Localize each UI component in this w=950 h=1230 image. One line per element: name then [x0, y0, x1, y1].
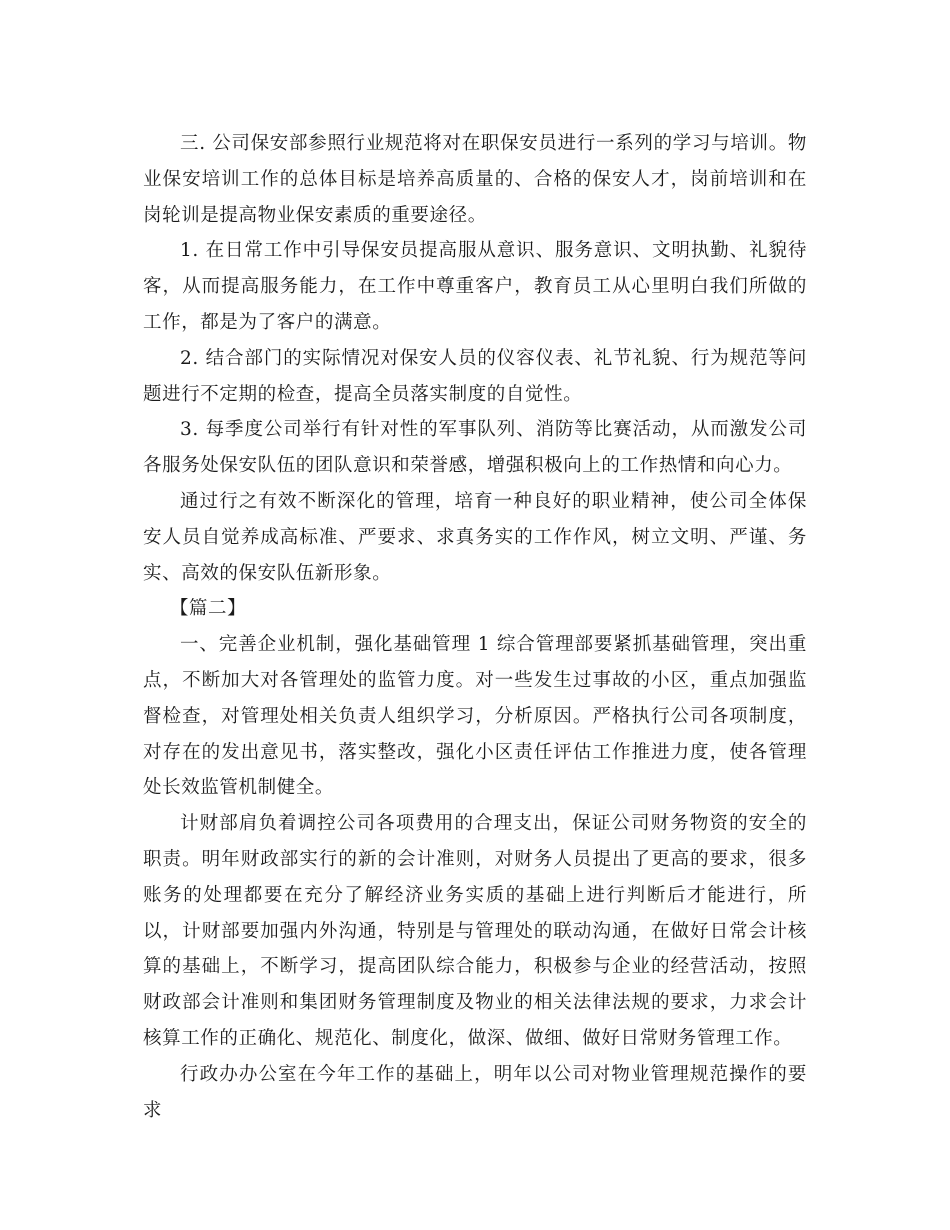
paragraph-item-2: 2. 结合部门的实际情况对保安人员的仪容仪表、礼节礼貌、行为规范等问题进行不定期的检查，提高全员落实制度的自觉性。 — [143, 347, 807, 405]
paragraph-mechanism: 一、完善企业机制，强化基础管理 1 综合管理部要紧抓基础管理，突出重点，不断加大对各管理处的监管力度。对一些发生过事故的小区，重点加强监督检查，对管理处相关负责人组织学习，分析原因。严格执行公司各项制度，对存在的发出意见书，落实整改，强化小区责任评估工作推进力度，使各管理处长效监管机制健全。 — [143, 634, 807, 799]
paragraph-item-1: 1. 在日常工作中引导保安员提高服从意识、服务意识、文明执勤、礼貌待客，从而提高服务能力，在工作中尊重客户，教育员工从心里明白我们所做的工作，都是为了客户的满意。 — [143, 240, 807, 333]
paragraph-finance: 计财部肩负着调控公司各项费用的合理支出，保证公司财务物资的安全的职责。明年财政部实行的新的会计准则，对财务人员提出了更高的要求，很多账务的处理都要在充分了解经济业务实质的基础上进行判断后才能进行，所以，计财部要加强内外沟通，特别是与管理处的联动沟通，在做好日常会计核算的基础上，不断学习，提高团队综合能力，积极参与企业的经营活动，按照财政部会计准则和集团财务管理制度及物业的相关法律法规的要求，力求会计核算工作的正确化、规范化、制度化，做深、做细、做好日常财务管理工作。 — [143, 813, 807, 1049]
paragraph-training-intro: 三. 公司保安部参照行业规范将对在职保安员进行一系列的学习与培训。物业保安培训工作的总体目标是培养高质量的、合格的保安人才，岗前培训和在岗轮训是提高物业保安素质的重要途径。 — [143, 133, 807, 226]
document-body — [143, 126, 807, 1128]
section-heading: 【篇二】 — [169, 598, 247, 620]
paragraph-item-3: 3. 每季度公司举行有针对性的军事队列、消防等比赛活动，从而激发公司各服务处保安队伍的团队意识和荣誉感，增强积极向上的工作热情和向心力。 — [143, 419, 807, 477]
paragraph-summary: 通过行之有效不断深化的管理，培育一种良好的职业精神，使公司全体保安人员自觉养成高标准、严要求、求真务实的工作作风，树立文明、严谨、务实、高效的保安队伍新形象。 — [143, 490, 807, 584]
paragraph-admin-office: 行政办办公室在今年工作的基础上，明年以公司对物业管理规范操作的要求 — [143, 1063, 807, 1121]
